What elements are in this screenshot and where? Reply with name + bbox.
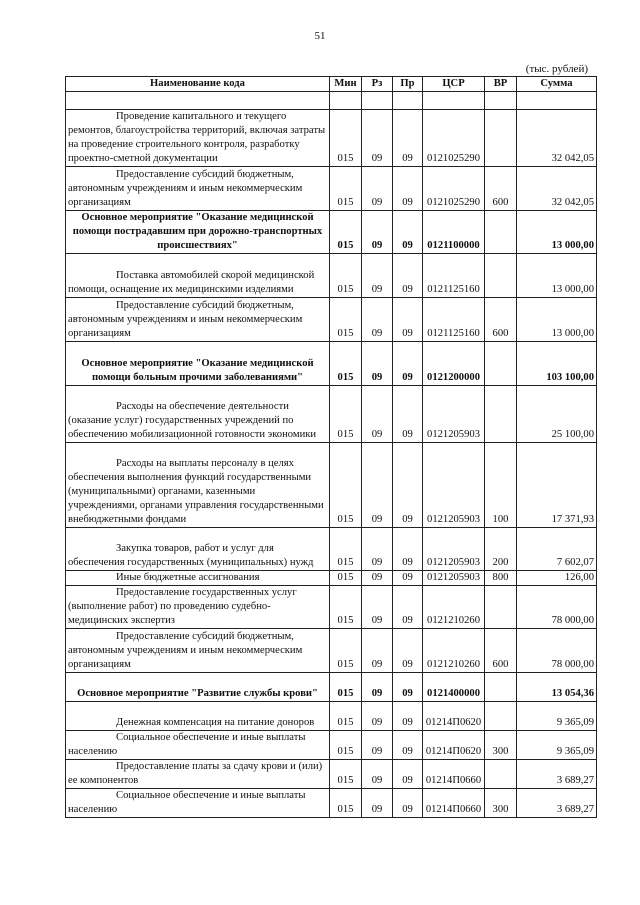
table-row xyxy=(66,298,597,342)
table-row xyxy=(66,443,597,528)
budget-table xyxy=(65,76,597,818)
header-rz: Рз xyxy=(362,77,393,92)
row-sum-cell xyxy=(517,92,597,110)
row-csr-cell: 0121205903 xyxy=(423,528,485,571)
header-sum: Сумма xyxy=(517,77,597,92)
row-pr-cell: 09 xyxy=(393,760,423,789)
row-name-cell: Предоставление субсидий бюджетным, автономным учреждениям и иным некоммерческим организациям xyxy=(66,629,330,673)
row-pr-cell: 09 xyxy=(393,211,423,254)
row-pr-cell: 09 xyxy=(393,528,423,571)
row-min-cell: 015 xyxy=(330,211,362,254)
row-name-cell: Расходы на выплаты персоналу в целях обеспечения выполнения функций государственными (муниципальными) органами, казенными учреждениями, органами управления государственными внебюджетными фондами xyxy=(66,443,330,528)
row-vr-cell: 600 xyxy=(485,629,517,673)
row-vr-cell: 800 xyxy=(485,571,517,586)
row-rz-cell: 09 xyxy=(362,571,393,586)
header-vr: ВР xyxy=(485,77,517,92)
row-sum-cell: 13 054,36 xyxy=(517,673,597,702)
row-rz-cell: 09 xyxy=(362,167,393,211)
header-name: Наименование кода xyxy=(66,77,330,92)
row-min-cell: 015 xyxy=(330,298,362,342)
row-rz-cell: 09 xyxy=(362,443,393,528)
row-min-cell: 015 xyxy=(330,702,362,731)
row-pr-cell xyxy=(393,92,423,110)
row-pr-cell: 09 xyxy=(393,342,423,386)
row-pr-cell: 09 xyxy=(393,443,423,528)
header-min: Мин xyxy=(330,77,362,92)
row-min-cell: 015 xyxy=(330,586,362,629)
row-csr-cell: 0121200000 xyxy=(423,342,485,386)
row-rz-cell: 09 xyxy=(362,342,393,386)
table-header-row xyxy=(66,77,597,92)
row-name-cell: Предоставление государственных услуг (выполнение работ) по проведению судебно-медицинских экспертиз xyxy=(66,586,330,629)
row-csr-cell: 01214П0620 xyxy=(423,702,485,731)
table-row xyxy=(66,528,597,571)
row-csr-cell: 0121205903 xyxy=(423,443,485,528)
row-csr-cell: 0121125160 xyxy=(423,298,485,342)
row-sum-cell: 103 100,00 xyxy=(517,342,597,386)
row-name-cell: Предоставление субсидий бюджетным, автономным учреждениям и иным некоммерческим организациям xyxy=(66,167,330,211)
row-rz-cell: 09 xyxy=(362,702,393,731)
table-row xyxy=(66,167,597,211)
row-rz-cell: 09 xyxy=(362,211,393,254)
row-name-cell: Социальное обеспечение и иные выплаты населению xyxy=(66,731,330,760)
row-rz-cell: 09 xyxy=(362,110,393,167)
row-sum-cell: 32 042,05 xyxy=(517,110,597,167)
row-sum-cell: 78 000,00 xyxy=(517,586,597,629)
row-rz-cell: 09 xyxy=(362,731,393,760)
row-csr-cell: 0121025290 xyxy=(423,167,485,211)
row-name-cell: Социальное обеспечение и иные выплаты населению xyxy=(66,789,330,818)
row-min-cell: 015 xyxy=(330,167,362,211)
row-sum-cell: 7 602,07 xyxy=(517,528,597,571)
row-min-cell: 015 xyxy=(330,254,362,298)
row-vr-cell xyxy=(485,702,517,731)
table-row xyxy=(66,571,597,586)
row-pr-cell: 09 xyxy=(393,731,423,760)
row-name-cell: Закупка товаров, работ и услуг для обеспечения государственных (муниципальных) нужд xyxy=(66,528,330,571)
row-name-cell: Предоставление платы за сдачу крови и (или) ее компонентов xyxy=(66,760,330,789)
row-csr-cell: 0121125160 xyxy=(423,254,485,298)
row-name-cell: Денежная компенсация на питание доноров xyxy=(66,702,330,731)
row-sum-cell: 25 100,00 xyxy=(517,386,597,443)
row-sum-cell: 9 365,09 xyxy=(517,731,597,760)
row-name-cell: Расходы на обеспечение деятельности (оказание услуг) государственных учреждений по обеспечению мобилизационной готовности экономики xyxy=(66,386,330,443)
table-row xyxy=(66,731,597,760)
row-sum-cell: 3 689,27 xyxy=(517,789,597,818)
row-csr-cell xyxy=(423,92,485,110)
row-csr-cell: 0121400000 xyxy=(423,673,485,702)
row-rz-cell: 09 xyxy=(362,528,393,571)
row-vr-cell xyxy=(485,92,517,110)
row-sum-cell: 32 042,05 xyxy=(517,167,597,211)
row-vr-cell xyxy=(485,760,517,789)
row-pr-cell: 09 xyxy=(393,586,423,629)
row-name-cell: Проведение капитального и текущего ремонтов, благоустройства территорий, включая затраты на проведение строительного контроля, разработку проектно-сметной документации xyxy=(66,110,330,167)
table-row xyxy=(66,789,597,818)
row-vr-cell xyxy=(485,110,517,167)
row-min-cell: 015 xyxy=(330,443,362,528)
units-label: (тыс. рублей) xyxy=(525,63,588,75)
row-csr-cell: 0121210260 xyxy=(423,586,485,629)
row-vr-cell xyxy=(485,254,517,298)
row-min-cell xyxy=(330,92,362,110)
row-rz-cell: 09 xyxy=(362,789,393,818)
row-vr-cell: 300 xyxy=(485,789,517,818)
row-csr-cell: 0121205903 xyxy=(423,571,485,586)
table-row xyxy=(66,92,597,110)
row-name-cell: Основное мероприятие "Оказание медицинской помощи больным прочими заболеваниями" xyxy=(66,342,330,386)
row-min-cell: 015 xyxy=(330,528,362,571)
row-min-cell: 015 xyxy=(330,760,362,789)
row-csr-cell: 0121205903 xyxy=(423,386,485,443)
row-rz-cell: 09 xyxy=(362,629,393,673)
row-min-cell: 015 xyxy=(330,386,362,443)
row-pr-cell: 09 xyxy=(393,702,423,731)
row-rz-cell: 09 xyxy=(362,673,393,702)
row-pr-cell: 09 xyxy=(393,789,423,818)
row-min-cell: 015 xyxy=(330,629,362,673)
row-min-cell: 015 xyxy=(330,731,362,760)
row-name-cell xyxy=(66,92,330,110)
row-pr-cell: 09 xyxy=(393,673,423,702)
row-pr-cell: 09 xyxy=(393,386,423,443)
row-rz-cell: 09 xyxy=(362,386,393,443)
table-row xyxy=(66,342,597,386)
row-name-cell: Иные бюджетные ассигнования xyxy=(66,571,330,586)
row-rz-cell: 09 xyxy=(362,586,393,629)
table-row xyxy=(66,586,597,629)
row-sum-cell: 9 365,09 xyxy=(517,702,597,731)
table-row xyxy=(66,629,597,673)
row-csr-cell: 0121025290 xyxy=(423,110,485,167)
row-vr-cell: 600 xyxy=(485,167,517,211)
row-vr-cell xyxy=(485,386,517,443)
table-row xyxy=(66,254,597,298)
row-rz-cell xyxy=(362,92,393,110)
row-pr-cell: 09 xyxy=(393,298,423,342)
row-sum-cell: 78 000,00 xyxy=(517,629,597,673)
table-row xyxy=(66,110,597,167)
row-min-cell: 015 xyxy=(330,673,362,702)
row-name-cell: Поставка автомобилей скорой медицинской помощи, оснащение их медицинскими изделиями xyxy=(66,254,330,298)
row-min-cell: 015 xyxy=(330,110,362,167)
row-csr-cell: 01214П0660 xyxy=(423,789,485,818)
header-csr: ЦСР xyxy=(423,77,485,92)
row-csr-cell: 0121210260 xyxy=(423,629,485,673)
row-vr-cell: 200 xyxy=(485,528,517,571)
row-sum-cell: 3 689,27 xyxy=(517,760,597,789)
row-csr-cell: 01214П0620 xyxy=(423,731,485,760)
row-pr-cell: 09 xyxy=(393,110,423,167)
row-vr-cell xyxy=(485,211,517,254)
table-row xyxy=(66,760,597,789)
row-min-cell: 015 xyxy=(330,571,362,586)
row-rz-cell: 09 xyxy=(362,298,393,342)
row-vr-cell xyxy=(485,342,517,386)
row-vr-cell: 100 xyxy=(485,443,517,528)
row-vr-cell xyxy=(485,586,517,629)
table-row xyxy=(66,386,597,443)
header-pr: Пр xyxy=(393,77,423,92)
row-sum-cell: 17 371,93 xyxy=(517,443,597,528)
row-name-cell: Предоставление субсидий бюджетным, автономным учреждениям и иным некоммерческим организациям xyxy=(66,298,330,342)
row-csr-cell: 0121100000 xyxy=(423,211,485,254)
row-vr-cell: 300 xyxy=(485,731,517,760)
table-row xyxy=(66,211,597,254)
row-pr-cell: 09 xyxy=(393,571,423,586)
table-row xyxy=(66,702,597,731)
row-name-cell: Основное мероприятие "Оказание медицинской помощи пострадавшим при дорожно-транспортных происшествиях" xyxy=(66,211,330,254)
row-rz-cell: 09 xyxy=(362,254,393,298)
row-sum-cell: 13 000,00 xyxy=(517,254,597,298)
row-sum-cell: 126,00 xyxy=(517,571,597,586)
row-sum-cell: 13 000,00 xyxy=(517,211,597,254)
row-min-cell: 015 xyxy=(330,789,362,818)
row-sum-cell: 13 000,00 xyxy=(517,298,597,342)
row-pr-cell: 09 xyxy=(393,254,423,298)
row-pr-cell: 09 xyxy=(393,167,423,211)
table-row xyxy=(66,673,597,702)
row-vr-cell: 600 xyxy=(485,298,517,342)
row-csr-cell: 01214П0660 xyxy=(423,760,485,789)
row-rz-cell: 09 xyxy=(362,760,393,789)
row-pr-cell: 09 xyxy=(393,629,423,673)
row-min-cell: 015 xyxy=(330,342,362,386)
row-name-cell: Основное мероприятие "Развитие службы крови" xyxy=(66,673,330,702)
row-vr-cell xyxy=(485,673,517,702)
page-number: 51 xyxy=(314,30,326,42)
